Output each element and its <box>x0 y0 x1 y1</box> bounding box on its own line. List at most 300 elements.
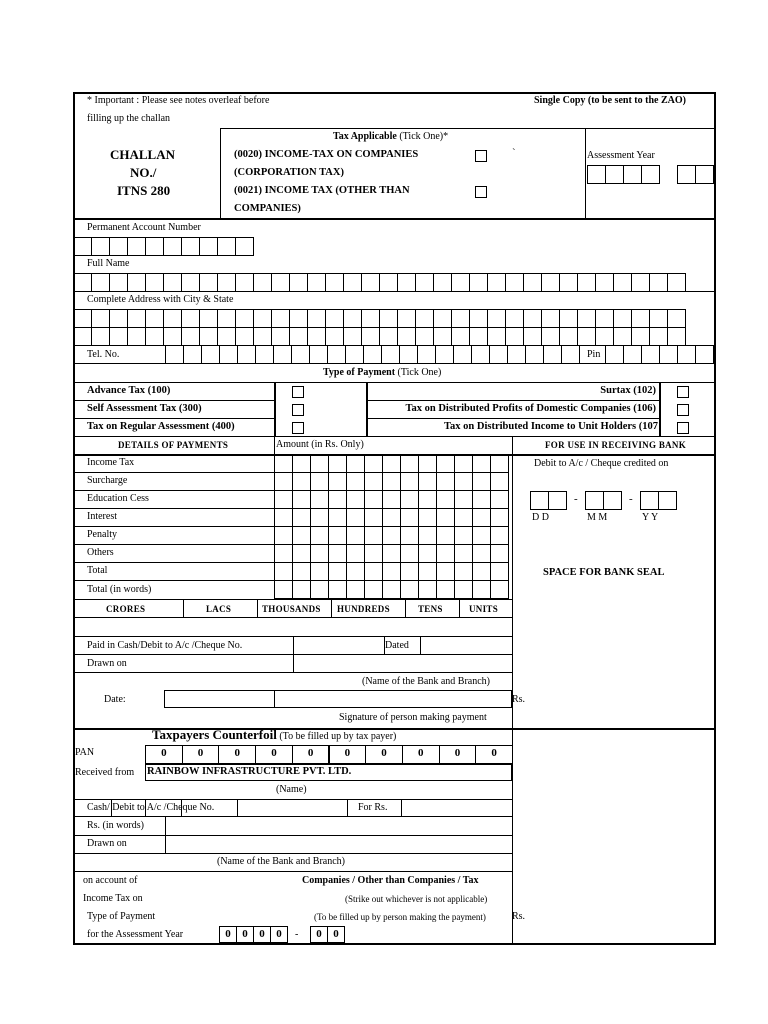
amount-digit-box[interactable] <box>292 544 311 563</box>
entry-box[interactable] <box>109 273 128 292</box>
amount-digit-box[interactable] <box>364 508 383 527</box>
address-label-top <box>73 291 714 292</box>
amount-digit-box[interactable] <box>490 508 509 527</box>
tel-boxes[interactable] <box>165 345 579 364</box>
cf-pan-digit[interactable]: 0 <box>439 745 477 764</box>
entry-box[interactable] <box>309 345 328 364</box>
unit-lacs: LACS <box>206 604 232 614</box>
entry-box[interactable] <box>559 309 578 328</box>
entry-box[interactable] <box>397 327 416 346</box>
entry-box[interactable] <box>325 273 344 292</box>
entry-box[interactable] <box>109 327 128 346</box>
entry-box[interactable] <box>289 309 308 328</box>
entry-box[interactable] <box>217 273 236 292</box>
entry-box[interactable] <box>451 273 470 292</box>
entry-box[interactable] <box>127 273 146 292</box>
entry-box[interactable] <box>659 345 678 364</box>
entry-box[interactable] <box>361 327 380 346</box>
amount-digit-box[interactable] <box>274 490 293 509</box>
amount-digit-box[interactable] <box>274 526 293 545</box>
amount-digit-box[interactable] <box>310 472 329 491</box>
amount-digit-box[interactable] <box>400 544 419 563</box>
entry-box[interactable] <box>343 273 362 292</box>
amount-digit-box[interactable] <box>418 472 437 491</box>
amount-digit-box[interactable] <box>292 526 311 545</box>
entry-box[interactable] <box>577 327 596 346</box>
entry-box[interactable] <box>543 345 562 364</box>
entry-box[interactable] <box>237 345 256 364</box>
cf-pan-digit[interactable]: 0 <box>292 745 330 764</box>
entry-box[interactable] <box>73 273 92 292</box>
entry-box[interactable] <box>487 273 506 292</box>
year-digit-4[interactable]: 0 <box>270 926 288 943</box>
entry-box[interactable] <box>165 345 184 364</box>
entry-box[interactable] <box>235 273 254 292</box>
amount-digit-box[interactable] <box>400 526 419 545</box>
pan-boxes[interactable] <box>73 237 253 256</box>
address-label: Complete Address with City & State <box>87 294 234 305</box>
entry-box[interactable] <box>307 273 326 292</box>
amount-digit-box[interactable] <box>472 508 491 527</box>
entry-box[interactable] <box>595 273 614 292</box>
entry-box[interactable] <box>613 327 632 346</box>
entry-box[interactable] <box>541 273 560 292</box>
assessment-year-boxes-b[interactable] <box>677 165 713 184</box>
amount-digit-box[interactable] <box>418 490 437 509</box>
entry-box[interactable] <box>415 327 434 346</box>
amount-digit-box[interactable] <box>346 490 365 509</box>
entry-box[interactable] <box>623 345 642 364</box>
amount-digit-box[interactable] <box>364 454 383 473</box>
amount-digit-box[interactable] <box>400 454 419 473</box>
entry-box[interactable] <box>577 273 596 292</box>
cf-cash-v4 <box>237 799 238 817</box>
amount-digit-box[interactable] <box>472 526 491 545</box>
amount-digit-box[interactable] <box>418 580 437 599</box>
entry-box[interactable] <box>417 345 436 364</box>
entry-box[interactable] <box>397 273 416 292</box>
entry-box[interactable] <box>381 345 400 364</box>
amount-boxes[interactable] <box>274 544 508 563</box>
entry-box[interactable] <box>525 345 544 364</box>
cf-cash-v3 <box>181 799 182 817</box>
amount-boxes[interactable] <box>274 472 508 491</box>
entry-box[interactable] <box>649 309 668 328</box>
entry-box[interactable] <box>415 273 434 292</box>
amount-digit-box[interactable] <box>346 544 365 563</box>
entry-box[interactable] <box>327 345 346 364</box>
address-boxes-row1[interactable] <box>73 309 685 328</box>
amount-digit-box[interactable] <box>436 508 455 527</box>
bank-column-divider <box>512 454 513 730</box>
pt-line3 <box>73 418 275 419</box>
amount-digit-box[interactable] <box>346 526 365 545</box>
entry-box[interactable] <box>541 327 560 346</box>
amount-digit-box[interactable] <box>292 490 311 509</box>
amount-digit-box[interactable] <box>292 508 311 527</box>
year-digit-5[interactable]: 0 <box>310 926 328 943</box>
entry-box[interactable] <box>605 345 624 364</box>
entry-box[interactable] <box>469 327 488 346</box>
entry-box[interactable] <box>219 345 238 364</box>
amount-digit-box[interactable] <box>364 490 383 509</box>
entry-box[interactable] <box>199 327 218 346</box>
entry-box[interactable] <box>595 327 614 346</box>
amount-digit-box[interactable] <box>364 472 383 491</box>
entry-box[interactable] <box>91 309 110 328</box>
entry-box[interactable] <box>595 309 614 328</box>
year-digit-2[interactable]: 0 <box>236 926 254 943</box>
amount-digit-box[interactable] <box>490 472 509 491</box>
amount-digit-box[interactable] <box>472 562 491 581</box>
amount-digit-box[interactable] <box>346 562 365 581</box>
amount-digit-box[interactable] <box>274 562 293 581</box>
entry-box[interactable] <box>469 273 488 292</box>
entry-box[interactable] <box>379 327 398 346</box>
cf-branch-bottom <box>73 871 512 872</box>
entry-box[interactable] <box>253 309 272 328</box>
amount-digit-box[interactable] <box>292 472 311 491</box>
amount-digit-box[interactable] <box>310 544 329 563</box>
amount-digit-box[interactable] <box>364 526 383 545</box>
amount-digit-box[interactable] <box>382 472 401 491</box>
entry-box[interactable] <box>235 327 254 346</box>
amount-digit-box[interactable] <box>418 454 437 473</box>
amount-digit-box[interactable] <box>328 472 347 491</box>
cf-pan-digit[interactable]: 0 <box>145 745 183 764</box>
entry-box[interactable] <box>109 309 128 328</box>
amount-digit-box[interactable] <box>436 472 455 491</box>
entry-box[interactable] <box>217 327 236 346</box>
entry-box[interactable] <box>505 273 524 292</box>
amount-boxes[interactable] <box>274 562 508 581</box>
tax-applicable-bold: Tax Applicable <box>333 131 397 142</box>
entry-box[interactable] <box>399 345 418 364</box>
entry-box[interactable] <box>163 309 182 328</box>
amount-boxes[interactable] <box>274 490 508 509</box>
entry-box[interactable] <box>163 273 182 292</box>
amount-digit-box[interactable] <box>454 562 473 581</box>
distributed-income-checkbox[interactable] <box>677 422 689 434</box>
amount-digit-box[interactable] <box>454 490 473 509</box>
entry-box[interactable] <box>91 327 110 346</box>
entry-box[interactable] <box>695 345 714 364</box>
date-input-box[interactable] <box>164 690 275 708</box>
amount-digit-box[interactable] <box>382 544 401 563</box>
for-rs-label: For Rs. <box>358 802 388 813</box>
amount-digit-box[interactable] <box>400 508 419 527</box>
entry-box[interactable] <box>199 309 218 328</box>
amount-digit-box[interactable] <box>364 580 383 599</box>
entry-box[interactable] <box>181 327 200 346</box>
amount-digit-box[interactable] <box>310 508 329 527</box>
amount-digit-box[interactable] <box>328 580 347 599</box>
entry-box[interactable] <box>631 273 650 292</box>
amount-digit-box[interactable] <box>310 580 329 599</box>
amount-digit-box[interactable] <box>346 454 365 473</box>
entry-box[interactable] <box>487 327 506 346</box>
amount-digit-box[interactable] <box>490 580 509 599</box>
self-assessment-checkbox[interactable] <box>292 404 304 416</box>
dash-1: - <box>574 493 578 505</box>
entry-box[interactable] <box>325 309 344 328</box>
entry-box[interactable] <box>379 273 398 292</box>
entry-box[interactable] <box>307 327 326 346</box>
entry-box[interactable] <box>289 273 308 292</box>
amount-digit-box[interactable] <box>400 580 419 599</box>
amount-digit-box[interactable] <box>418 544 437 563</box>
option-0020-checkbox[interactable] <box>475 150 487 162</box>
amount-digit-box[interactable] <box>328 526 347 545</box>
entry-box[interactable] <box>649 273 668 292</box>
amount-digit-box[interactable] <box>436 526 455 545</box>
entry-box[interactable] <box>127 327 146 346</box>
pt-line1 <box>73 382 714 383</box>
amount-digit-box[interactable] <box>310 526 329 545</box>
amount-digit-box[interactable] <box>418 562 437 581</box>
entry-box[interactable] <box>667 273 686 292</box>
amount-digit-box[interactable] <box>454 544 473 563</box>
amount-digit-box[interactable] <box>346 580 365 599</box>
amount-digit-box[interactable] <box>274 454 293 473</box>
entry-box[interactable] <box>363 345 382 364</box>
amount-digit-box[interactable] <box>490 562 509 581</box>
cf-pan-digit[interactable]: 0 <box>402 745 440 764</box>
entry-box[interactable] <box>181 309 200 328</box>
entry-box[interactable] <box>433 327 452 346</box>
year-digit-1[interactable]: 0 <box>219 926 237 943</box>
regular-assessment-checkbox[interactable] <box>292 422 304 434</box>
entry-box[interactable] <box>201 345 220 364</box>
amount-digit-box[interactable] <box>490 454 509 473</box>
cf-pan-digit[interactable]: 0 <box>255 745 293 764</box>
cf-pan-digit[interactable]: 0 <box>365 745 403 764</box>
amount-digit-box[interactable] <box>292 454 311 473</box>
entry-box[interactable] <box>273 345 292 364</box>
amount-digit-box[interactable] <box>472 580 491 599</box>
year-digit-3[interactable]: 0 <box>253 926 271 943</box>
amount-digit-box[interactable] <box>436 544 455 563</box>
amount-digit-box[interactable] <box>436 490 455 509</box>
entry-box[interactable] <box>641 345 660 364</box>
challan-label-1: CHALLAN <box>110 147 176 162</box>
amount-digit-box[interactable] <box>310 562 329 581</box>
amount-digit-box[interactable] <box>382 526 401 545</box>
entry-box[interactable] <box>145 309 164 328</box>
entry-box[interactable] <box>433 273 452 292</box>
full-name-boxes[interactable] <box>73 273 685 292</box>
entry-box[interactable] <box>181 273 200 292</box>
amount-digit-box[interactable] <box>400 472 419 491</box>
entry-box[interactable] <box>489 345 508 364</box>
entry-box[interactable] <box>487 309 506 328</box>
amount-digit-box[interactable] <box>490 490 509 509</box>
amount-digit-box[interactable] <box>400 490 419 509</box>
amount-digit-box[interactable] <box>310 490 329 509</box>
entry-box[interactable] <box>613 309 632 328</box>
distributed-profits-checkbox[interactable] <box>677 404 689 416</box>
amount-digit-box[interactable] <box>418 508 437 527</box>
advance-tax-checkbox[interactable] <box>292 386 304 398</box>
amount-digit-box[interactable] <box>274 544 293 563</box>
amount-digit-box[interactable] <box>454 526 473 545</box>
option-0021-checkbox[interactable] <box>475 186 487 198</box>
amount-boxes[interactable] <box>274 454 508 473</box>
bank-mm-boxes[interactable] <box>585 491 621 510</box>
entry-box[interactable] <box>271 327 290 346</box>
entry-box[interactable] <box>505 309 524 328</box>
entry-box[interactable] <box>471 345 490 364</box>
entry-box[interactable] <box>235 309 254 328</box>
surtax-checkbox[interactable] <box>677 386 689 398</box>
address-boxes-row2[interactable] <box>73 327 685 346</box>
amount-boxes[interactable] <box>274 508 508 527</box>
entry-box[interactable] <box>127 309 146 328</box>
assessment-year-boxes-a[interactable] <box>587 165 659 184</box>
entry-box[interactable] <box>505 327 524 346</box>
entry-box[interactable] <box>253 327 272 346</box>
entry-box[interactable] <box>291 345 310 364</box>
entry-box[interactable] <box>507 345 526 364</box>
amount-digit-box[interactable] <box>490 544 509 563</box>
entry-box[interactable] <box>559 273 578 292</box>
amount-digit-box[interactable] <box>436 454 455 473</box>
amount-digit-box[interactable] <box>400 562 419 581</box>
income-tax-on-label: Income Tax on <box>83 893 143 904</box>
entry-box[interactable] <box>271 273 290 292</box>
entry-box[interactable] <box>183 345 202 364</box>
entry-box[interactable] <box>631 309 650 328</box>
tel-label: Tel. No. <box>87 349 120 360</box>
entry-box[interactable] <box>379 309 398 328</box>
amount-digit-box[interactable] <box>328 508 347 527</box>
entry-box[interactable] <box>289 327 308 346</box>
entry-box[interactable] <box>415 309 434 328</box>
entry-box[interactable] <box>199 273 218 292</box>
amount-digit-box[interactable] <box>436 580 455 599</box>
amount-digit-box[interactable] <box>274 508 293 527</box>
entry-box[interactable] <box>361 273 380 292</box>
amount-digit-box[interactable] <box>328 562 347 581</box>
entry-box[interactable] <box>667 309 686 328</box>
cf-pan-digit[interactable]: 0 <box>182 745 220 764</box>
amount-boxes[interactable] <box>274 526 508 545</box>
cf-pan-digit[interactable]: 0 <box>218 745 256 764</box>
amount-digit-box[interactable] <box>454 472 473 491</box>
amount-digit-box[interactable] <box>472 544 491 563</box>
entry-box[interactable] <box>435 345 454 364</box>
amount-digit-box[interactable] <box>346 508 365 527</box>
entry-box[interactable] <box>397 309 416 328</box>
entry-box[interactable] <box>361 309 380 328</box>
pin-boxes[interactable] <box>605 345 713 364</box>
entry-box[interactable] <box>343 327 362 346</box>
amount-digit-box[interactable] <box>328 544 347 563</box>
entry-box[interactable] <box>677 345 696 364</box>
entry-box[interactable] <box>613 273 632 292</box>
entry-box[interactable] <box>667 327 686 346</box>
amount-digit-box[interactable] <box>382 562 401 581</box>
amount-digit-box[interactable] <box>472 472 491 491</box>
mm-label: M M <box>587 512 608 523</box>
cf-pan-digit[interactable]: 0 <box>329 745 367 764</box>
amount-digit-box[interactable] <box>472 454 491 473</box>
entry-box[interactable] <box>307 309 326 328</box>
bank-dd-boxes[interactable] <box>530 491 566 510</box>
entry-box[interactable] <box>145 327 164 346</box>
entry-box[interactable] <box>541 309 560 328</box>
entry-box[interactable] <box>73 327 92 346</box>
year-digit-6[interactable]: 0 <box>327 926 345 943</box>
entry-box[interactable] <box>577 309 596 328</box>
amount-digit-box[interactable] <box>382 490 401 509</box>
cf-pan-digit[interactable]: 0 <box>475 745 513 764</box>
amount-digit-box[interactable] <box>274 580 293 599</box>
amount-digit-box[interactable] <box>454 580 473 599</box>
amount-digit-box[interactable] <box>382 508 401 527</box>
amount-digit-box[interactable] <box>310 454 329 473</box>
entry-box[interactable] <box>649 327 668 346</box>
entry-box[interactable] <box>433 309 452 328</box>
amount-digit-box[interactable] <box>382 580 401 599</box>
entry-box[interactable] <box>163 327 182 346</box>
amount-digit-box[interactable] <box>328 454 347 473</box>
entry-box[interactable] <box>469 309 488 328</box>
entry-box[interactable] <box>145 273 164 292</box>
pt-bottom <box>73 436 714 437</box>
amount-digit-box[interactable] <box>328 490 347 509</box>
entry-box[interactable] <box>559 327 578 346</box>
amount-digit-box[interactable] <box>454 454 473 473</box>
amount-digit-box[interactable] <box>490 526 509 545</box>
entry-box[interactable] <box>91 273 110 292</box>
entry-box[interactable] <box>255 345 274 364</box>
entry-box[interactable] <box>523 273 542 292</box>
entry-box[interactable] <box>253 273 272 292</box>
entry-box[interactable] <box>523 309 542 328</box>
entry-box[interactable] <box>73 309 92 328</box>
amount-digit-box[interactable] <box>454 508 473 527</box>
entry-box[interactable] <box>453 345 472 364</box>
amount-digit-box[interactable] <box>472 490 491 509</box>
amount-digit-box[interactable] <box>292 580 311 599</box>
signature-box[interactable] <box>274 690 512 708</box>
amount-digit-box[interactable] <box>418 526 437 545</box>
amount-digit-box[interactable] <box>292 562 311 581</box>
amount-digit-box[interactable] <box>382 454 401 473</box>
signature-label: Signature of person making payment <box>339 712 487 723</box>
entry-box[interactable] <box>451 309 470 328</box>
entry-box[interactable] <box>523 327 542 346</box>
entry-box[interactable] <box>345 345 364 364</box>
amount-digit-box[interactable] <box>274 472 293 491</box>
entry-box[interactable] <box>561 345 580 364</box>
entry-box[interactable] <box>217 309 236 328</box>
amount-digit-box[interactable] <box>364 562 383 581</box>
entry-box[interactable] <box>631 327 650 346</box>
entry-box[interactable] <box>325 327 344 346</box>
total-words-boxes[interactable] <box>274 580 508 599</box>
entry-box[interactable] <box>451 327 470 346</box>
detail-row-label: Education Cess <box>87 493 149 504</box>
amount-digit-box[interactable] <box>364 544 383 563</box>
unit-thousands: THOUSANDS <box>262 604 321 614</box>
amount-digit-box[interactable] <box>436 562 455 581</box>
entry-box[interactable] <box>343 309 362 328</box>
amount-digit-box[interactable] <box>346 472 365 491</box>
entry-box[interactable] <box>271 309 290 328</box>
bank-yy-boxes[interactable] <box>640 491 676 510</box>
